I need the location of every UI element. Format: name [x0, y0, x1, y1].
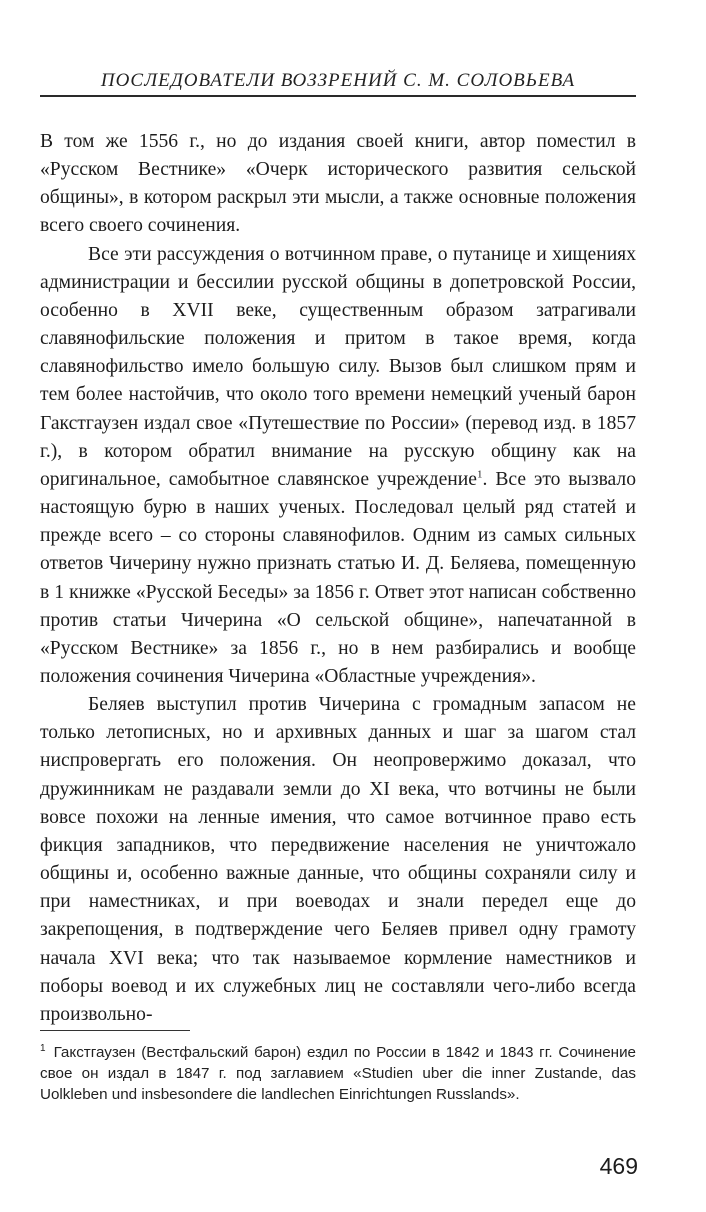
footnote-rule: [40, 1030, 190, 1031]
footnote-marker: 1: [40, 1042, 46, 1054]
footnote-text: Гакстгаузен (Вестфальский барон) ездил по России в 1842 и 1843 гг. Сочинение свое он издал в 1847 г. под заглавием «Studien uber die inner Zustande, das Uolkleben und insbesondere die landlechen Einrichtungen Russlands».: [40, 1044, 636, 1103]
paragraph-2: [40, 241, 636, 692]
running-head-title: ПОСЛЕДОВАТЕЛИ ВОЗЗРЕНИЙ С. М. СОЛОВЬЕВА: [100, 70, 576, 91]
paragraph-2-continuation: . Все это вызвало настоящую бурю в наших ученых. Последовал целый ряд статей и прежде всего – со стороны славянофилов. Одним из самых сильных ответов Чичерину нужно признать статью И. Д. Беляева, помещенную в 1 книжке «Русской Беседы» за 1856 г. Ответ этот написан собственно против статьи Чичерина «О сельской общине», напечатанной в «Русском Вестнике» за 1856 г., но в нем разбирались и вообще положения сочинения Чичерина «Областные учреждения».: [40, 468, 637, 687]
page-number: 469: [599, 1153, 638, 1179]
footnote: [40, 1042, 636, 1105]
main-text: [40, 128, 636, 1029]
paragraph-2-text: Все эти рассуждения о вотчинном праве, о путанице и хищениях администрации и бессилии русской общины в допетровской России, особенно в XVII веке, существенным образом затрагивали славянофильские положения и притом в такое время, когда славянофильство имело большую силу. Вызов был слишком прям и тем более настойчив, что около того времени немецкий ученый барон Гакстгаузен издал свое «Путешествие по России» (перевод изд. в 1857 г.), в котором обратил внимание на русскую общину как на оригинальное, самобытное славянское учреждение: [40, 243, 636, 490]
paragraph-3: Беляев выступил против Чичерина с громадным запасом не только летописных, но и архивных данных и шаг за шагом стал ниспровергать его положения. Он неопровержимо доказал, что дружинникам не раздавали земли до XI века, что вотчины не были вовсе похожи на ленные имения, что самое вотчинное право есть фикция западников, что передвижение населения не уничтожало общины и, особенно важные данные, что общины сохраняли силу и при наместниках, и при воеводах и знали передел еще до закрепощения, в подтверждение чего Беляев привел одну грамоту начала XVI века; что так называемое кормление наместников и поборы воевод и их служебных лиц не составляли чего-либо всегда произвольно-: [40, 694, 636, 1025]
paragraph-1: В том же 1556 г., но до издания своей книги, автор поместил в «Русском Вестнике» «Очерк исторического развития сельской общины», в котором раскрыл эти мысли, а также основные положения всего своего сочинения.: [40, 131, 636, 237]
footnote-reference[interactable]: 1: [476, 468, 483, 481]
header-rule: [40, 95, 636, 97]
